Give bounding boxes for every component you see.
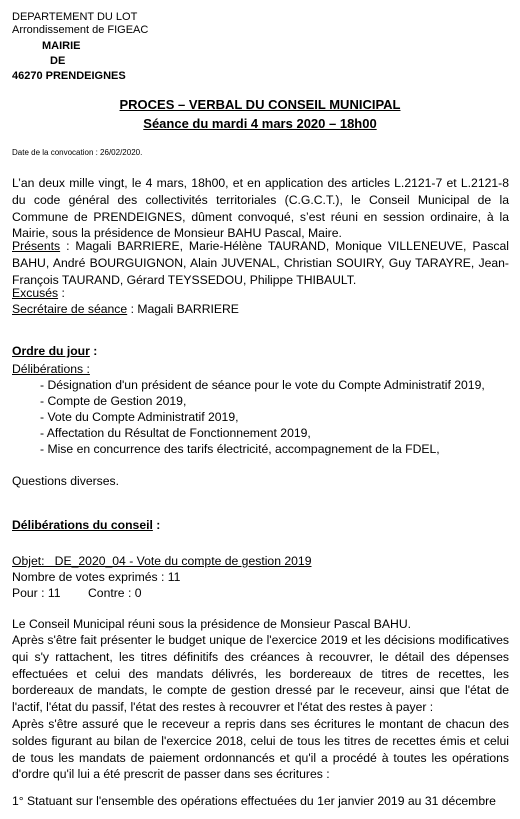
agenda-heading-label: Ordre du jour	[12, 344, 90, 358]
paragraph-receveur: Après s'être assuré que le receveur a repris dans ses écritures le montant de chacun des soldes figurant au bilan de l'exercice 2018, celui de tous les titres de recettes émis et celui de tous les mandats de paiement ordonnancés et qu'il a procédé à toutes les opérations d'ordre qu'il lui a été prescrit de passer dans ses écritures :	[12, 717, 509, 782]
pour-line: Pour : 11	[12, 586, 61, 600]
secretary-line	[12, 301, 239, 318]
presents-label: Présents	[12, 239, 61, 253]
mairie-label: MAIRIE	[42, 40, 81, 52]
excuses-text: :	[58, 286, 65, 300]
commune-label: 46270 PRENDEIGNES	[12, 70, 126, 82]
agenda-item: - Affectation du Résultat de Fonctionnement 2019,	[40, 426, 311, 440]
paragraph-budget: Après s'être fait présenter le budget unique de l'exercice 2019 et les décisions modificatives qui s'y rattachent, les titres définitifs des créances à recouvrer, le détail des dépenses effectuées et celui des mandats délivrés, les bordereaux de titres de recettes, les bordereaux de mandats, le compte de gestion dressé par le receveur, ainsi que l'état de l'actif, l'état du passif, l'état des restes à recouvrer et l'état des restes à payer :	[12, 633, 509, 715]
agenda-item: - Vote du Compte Administratif 2019,	[40, 410, 239, 424]
convocation-date: Date de la convocation : 26/02/2020.	[12, 148, 143, 157]
document-title: PROCES – VERBAL DU CONSEIL MUNICIPAL	[119, 97, 401, 112]
presents-list: : Magali BARRIERE, Marie-Hélène TAURAND, Monique VILLENEUVE, Pascal BAHU, André BOURGUIGNON, Alain JUVENAL, Christian SOUIRY, Guy TARAYRE, Jean-François TAURAND, Gérard TEYSSEDOU, Philippe THIBAULT.	[12, 239, 509, 287]
contre-line: Contre : 0	[88, 586, 142, 600]
paragraph-president: Le Conseil Municipal réuni sous la présidence de Monsieur Pascal BAHU.	[12, 617, 412, 631]
objet-line: Objet: DE_2020_04 - Vote du compte de gestion 2019	[12, 554, 312, 568]
agenda-item: - Désignation d'un président de séance pour le vote du Compte Administratif 2019,	[40, 378, 485, 392]
secretary-label: Secrétaire de séance	[12, 302, 128, 316]
questions-line: Questions diverses.	[12, 474, 120, 488]
votes-line: Nombre de votes exprimés : 11	[12, 570, 181, 584]
agenda-heading-colon: :	[89, 344, 98, 358]
secretary-text: : Magali BARRIERE	[127, 302, 239, 316]
paragraph-statuant: 1° Statuant sur l'ensemble des opérations effectuées du 1er janvier 2019 au 31 décembre	[12, 794, 496, 808]
agenda-item: - Compte de Gestion 2019,	[40, 394, 187, 408]
department-label: DEPARTEMENT DU LOT	[12, 11, 138, 23]
session-subtitle: Séance du mardi 4 mars 2020 – 18h00	[143, 116, 377, 131]
intro-paragraph: L’an deux mille vingt, le 4 mars, 18h00, et en application des articles L.2121-7 et L.2121-8 du code général des collectivités territoriales (C.G.C.T.), le Conseil Municipal de la Commune de PRENDEIGNES, dûment convoqué, s’est réuni en session ordinaire, à la Mairie, sous la présidence de Monsieur BAHU Pascal, Maire.	[12, 176, 509, 241]
council-deliberations-colon: :	[152, 518, 161, 532]
excuses-line	[12, 285, 65, 302]
deliberations-label: Délibérations :	[12, 362, 90, 376]
council-deliberations-label: Délibérations du conseil	[12, 518, 153, 532]
excuses-label: Excusés	[12, 286, 59, 300]
presents-paragraph	[12, 238, 509, 288]
arrondissement-label: Arrondissement de FIGEAC	[12, 24, 149, 36]
council-deliberations-heading	[12, 517, 160, 534]
agenda-item: - Mise en concurrence des tarifs électricité, accompagnement de la FDEL,	[40, 442, 440, 456]
de-label: DE	[50, 55, 66, 67]
agenda-heading	[12, 343, 97, 360]
